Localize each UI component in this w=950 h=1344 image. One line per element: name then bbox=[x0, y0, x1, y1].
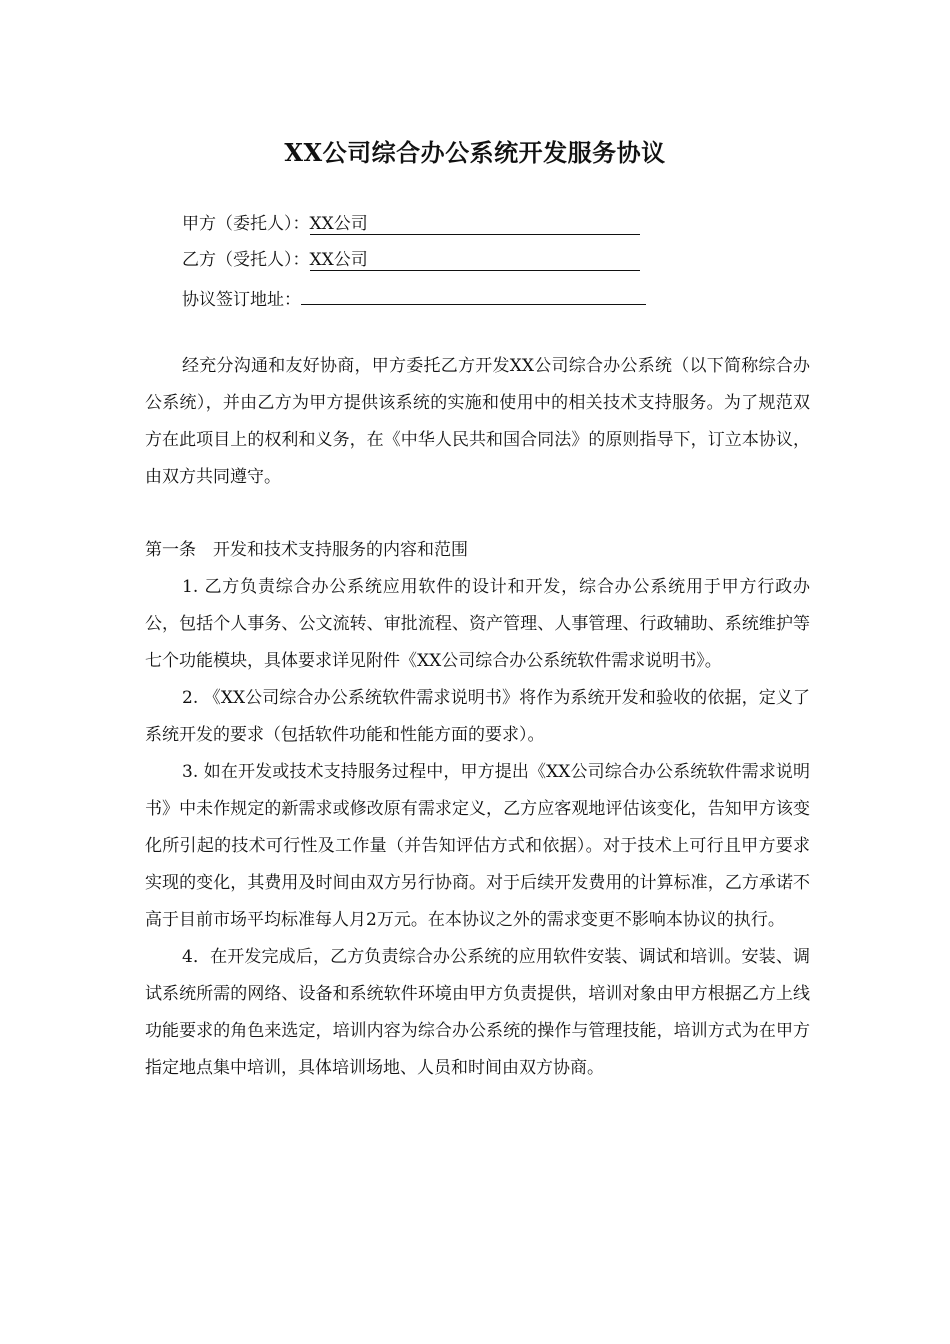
article-1-item-2: 2. 《XX公司综合办公系统软件需求说明书》将作为系统开发和验收的依据，定义了系统开发的要求（包括软件功能和性能方面的要求）。 bbox=[145, 688, 810, 745]
party-b-value: XX公司 bbox=[310, 250, 640, 271]
intro-section bbox=[145, 348, 810, 496]
party-b-label: 乙方（受托人）： bbox=[182, 250, 310, 270]
article-1-item-3: 3. 如在开发或技术支持服务过程中，甲方提出《XX公司综合办公系统软件需求说明书》中未作规定的新需求或修改原有需求定义，乙方应客观地评估该变化，告知甲方该变化所引起的技术可行性及工作量（并告知评估方式和依据）。对于技术上可行且甲方要求实现的变化，其费用及时间由双方另行协商。对于后续开发费用的计算标准，乙方承诺不高于目前市场平均标准每人月2万元。在本协议之外的需求变更不影响本协议的执行。 bbox=[145, 762, 810, 930]
intro-paragraph: 经充分沟通和友好协商，甲方委托乙方开发XX公司综合办公系统（以下简称综合办公系统），并由乙方为甲方提供该系统的实施和使用中的相关技术支持服务。为了规范双方在此项目上的权利和义务，在《中华人民共和国合同法》的原则指导下，订立本协议，由双方共同遵守。 bbox=[145, 356, 810, 487]
party-a-line bbox=[182, 212, 640, 236]
sign-address-line bbox=[182, 284, 646, 312]
sign-address-value bbox=[301, 284, 646, 305]
party-b-line bbox=[182, 248, 640, 272]
sign-address-label: 协议签订地址： bbox=[182, 290, 301, 310]
article-1-item-1: 1. 乙方负责综合办公系统应用软件的设计和开发，综合办公系统用于甲方行政办公，包括个人事务、公文流转、审批流程、资产管理、人事管理、行政辅助、系统维护等七个功能模块，具体要求详见附件《XX公司综合办公系统软件需求说明书》。 bbox=[145, 577, 810, 671]
article-1-heading: 第一条 开发和技术支持服务的内容和范围 bbox=[145, 540, 468, 560]
party-a-label: 甲方（委托人）： bbox=[182, 214, 310, 234]
article-1-section bbox=[145, 532, 810, 1087]
party-a-value: XX公司 bbox=[310, 214, 640, 235]
document-title: XX公司综合办公系统开发服务协议 bbox=[284, 138, 666, 167]
article-1-item-4: 4．在开发完成后，乙方负责综合办公系统的应用软件安装、调试和培训。安装、调试系统所需的网络、设备和系统软件环境由甲方负责提供，培训对象由甲方根据乙方上线功能要求的角色来选定，培训内容为综合办公系统的操作与管理技能，培训方式为在甲方指定地点集中培训，具体培训场地、人员和时间由双方协商。 bbox=[145, 947, 810, 1078]
